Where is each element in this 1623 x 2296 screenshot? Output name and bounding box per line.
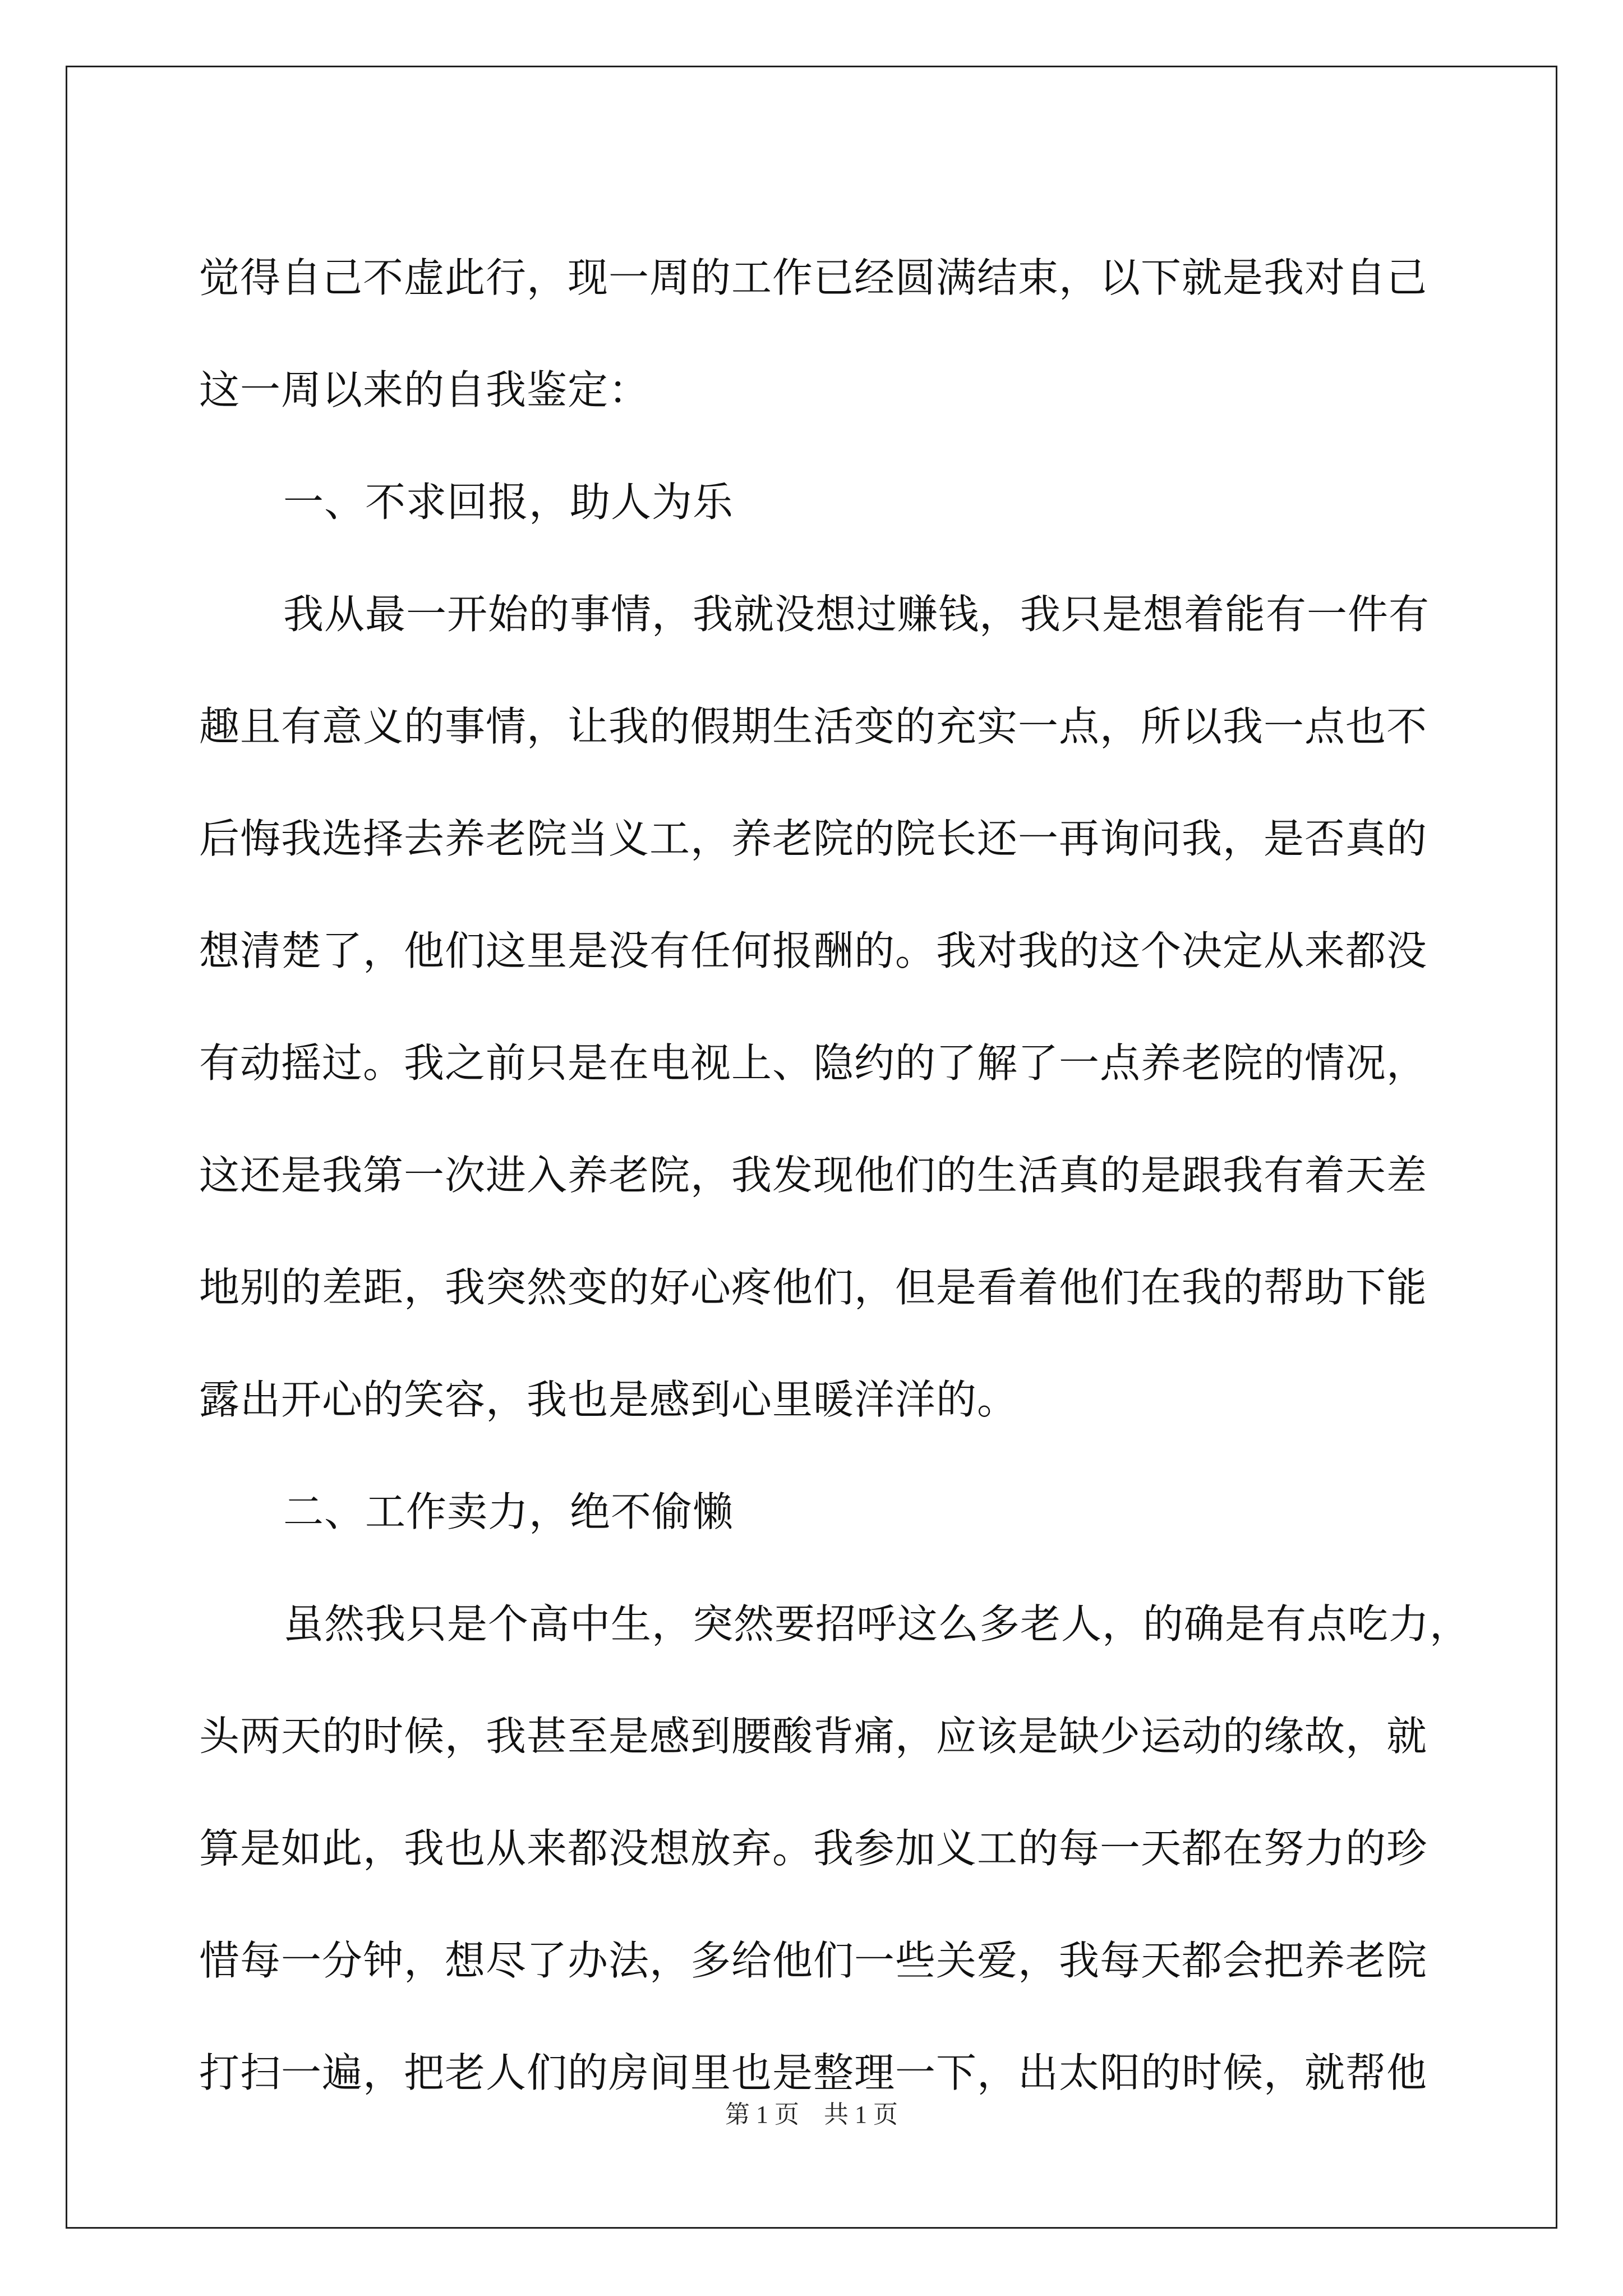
text-line: 这一周以来的自我鉴定： (199, 366, 650, 413)
section-heading: 一、不求回报，助人为乐 (283, 478, 734, 526)
text-line: 露出开心的笑容，我也是感到心里暖洋洋的。 (199, 1376, 1018, 1423)
document-body (199, 222, 1471, 2129)
text-line: 算是如此，我也从来都没想放弃。我参加义工的每一天都在努力的珍 (199, 1825, 1428, 1872)
text-line: 惜每一分钟，想尽了办法，多给他们一些关爱，我每天都会把养老院 (199, 1937, 1428, 1984)
text-line: 虽然我只是个高中生，突然要招呼这么多老人，的确是有点吃力， (283, 1600, 1471, 1648)
section-heading: 二、工作卖力，绝不偷懒 (283, 1488, 734, 1535)
text-line: 打扫一遍，把老人们的房间里也是整理一下，出太阳的时候，就帮他 (199, 2049, 1428, 2096)
text-line: 想清楚了，他们这里是没有任何报酬的。我对我的这个决定从来都没 (199, 927, 1428, 974)
text-line: 趣且有意义的事情，让我的假期生活变的充实一点，所以我一点也不 (199, 703, 1428, 750)
text-line: 头两天的时候，我甚至是感到腰酸背痛，应该是缺少运动的缘故，就 (199, 1713, 1428, 1760)
text-line: 觉得自己不虚此行，现一周的工作已经圆满结束，以下就是我对自己 (199, 254, 1428, 301)
text-line: 我从最一开始的事情，我就没想过赚钱，我只是想着能有一件有 (283, 591, 1430, 638)
text-line: 有动摇过。我之前只是在电视上、隐约的了解了一点养老院的情况， (199, 1039, 1428, 1087)
page-number-footer: 第 1 页 共 1 页 (725, 2101, 898, 2128)
text-line: 地别的差距，我突然变的好心疼他们，但是看着他们在我的帮助下能 (199, 1264, 1428, 1311)
text-line: 后悔我选择去养老院当义工，养老院的院长还一再询问我，是否真的 (199, 815, 1428, 862)
text-line: 这还是我第一次进入养老院，我发现他们的生活真的是跟我有着天差 (199, 1152, 1428, 1199)
